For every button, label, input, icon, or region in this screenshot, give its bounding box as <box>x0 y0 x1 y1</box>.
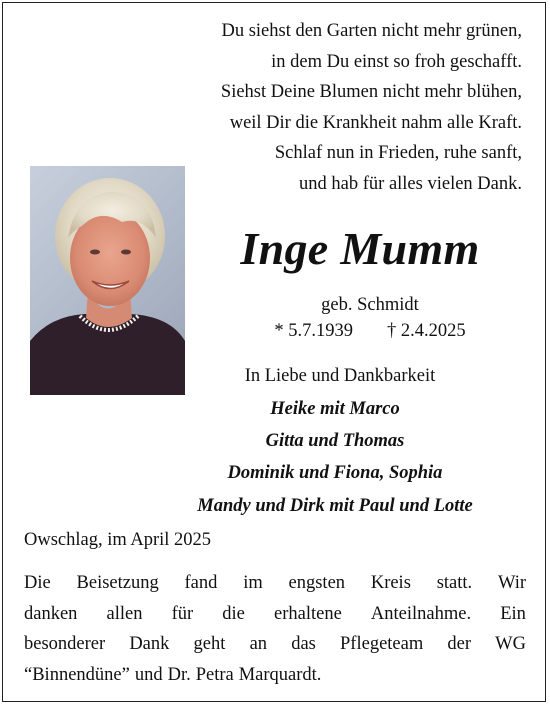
closing-word: im <box>243 573 263 593</box>
poem-line: Siehst Deine Blumen nicht mehr blühen, <box>220 82 522 102</box>
closing-word: “Binnendüne” <box>24 664 130 685</box>
birth-name: geb. Schmidt <box>321 295 419 315</box>
closing-word: an <box>249 634 268 654</box>
closing-word: besonderer <box>24 634 106 654</box>
poem-line: und hab für alles vielen Dank. <box>299 173 522 194</box>
closing-word: fand <box>184 573 218 593</box>
closing-word: Ein <box>500 603 526 624</box>
poem-line: Schlaf nun in Frieden, ruhe sanft, <box>274 143 522 163</box>
mourners-list <box>120 393 550 522</box>
portrait-illustration <box>30 166 185 395</box>
closing-word: Pflegeteam <box>340 634 424 654</box>
closing-line <box>24 568 526 599</box>
closing-word: geht <box>193 634 226 654</box>
mourners-intro: In Liebe und Dankbarkeit <box>244 366 436 386</box>
closing-word: das <box>291 634 316 654</box>
closing-word: danken <box>24 603 78 624</box>
mourner-entry: Heike mit Marco <box>270 399 400 419</box>
closing-word: Dank <box>129 634 170 654</box>
closing-line <box>24 629 526 660</box>
place-date: Owschlag, im April 2025 <box>24 530 212 550</box>
closing-word: Wir <box>497 573 526 593</box>
closing-word: statt. <box>436 573 473 593</box>
poem-line: weil Dir die Krankheit nahm alle Kraft. <box>229 112 522 133</box>
birth-date: * 5.7.1939 <box>274 321 353 341</box>
closing-word: Beisetzung <box>76 573 159 593</box>
portrait-photo <box>30 166 185 395</box>
closing-word: die <box>222 603 245 624</box>
closing-word: engsten <box>288 573 346 593</box>
closing-word: allen <box>106 603 143 624</box>
closing-word: Dr. <box>167 664 191 685</box>
closing-word: der <box>447 634 472 654</box>
closing-word: und <box>134 664 163 685</box>
closing-word: Die <box>24 573 51 593</box>
poem-line: in dem Du einst so froh geschafft. <box>271 51 522 72</box>
mourner-entry: Dominik und Fiona, Sophia <box>227 463 443 484</box>
mourner-entry: Gitta und Thomas <box>265 431 405 452</box>
deceased-name: Inge Mumm <box>240 223 480 274</box>
closing-word: Petra <box>195 664 234 685</box>
closing-word: erhaltene <box>274 603 342 624</box>
poem-line: Du siehst den Garten nicht mehr grünen, <box>221 21 522 41</box>
closing-word: für <box>171 603 194 624</box>
life-dates <box>200 321 540 342</box>
closing-text <box>24 568 526 690</box>
closing-line <box>24 599 526 630</box>
closing-word: Kreis <box>370 573 411 593</box>
closing-word: Anteilnahme. <box>370 603 472 624</box>
mourner-entry: Mandy und Dirk mit Paul und Lotte <box>197 495 473 516</box>
closing-word: WG <box>495 634 526 654</box>
closing-line <box>24 660 526 691</box>
closing-word: Marquardt. <box>238 664 322 685</box>
death-date: † 2.4.2025 <box>387 321 466 341</box>
